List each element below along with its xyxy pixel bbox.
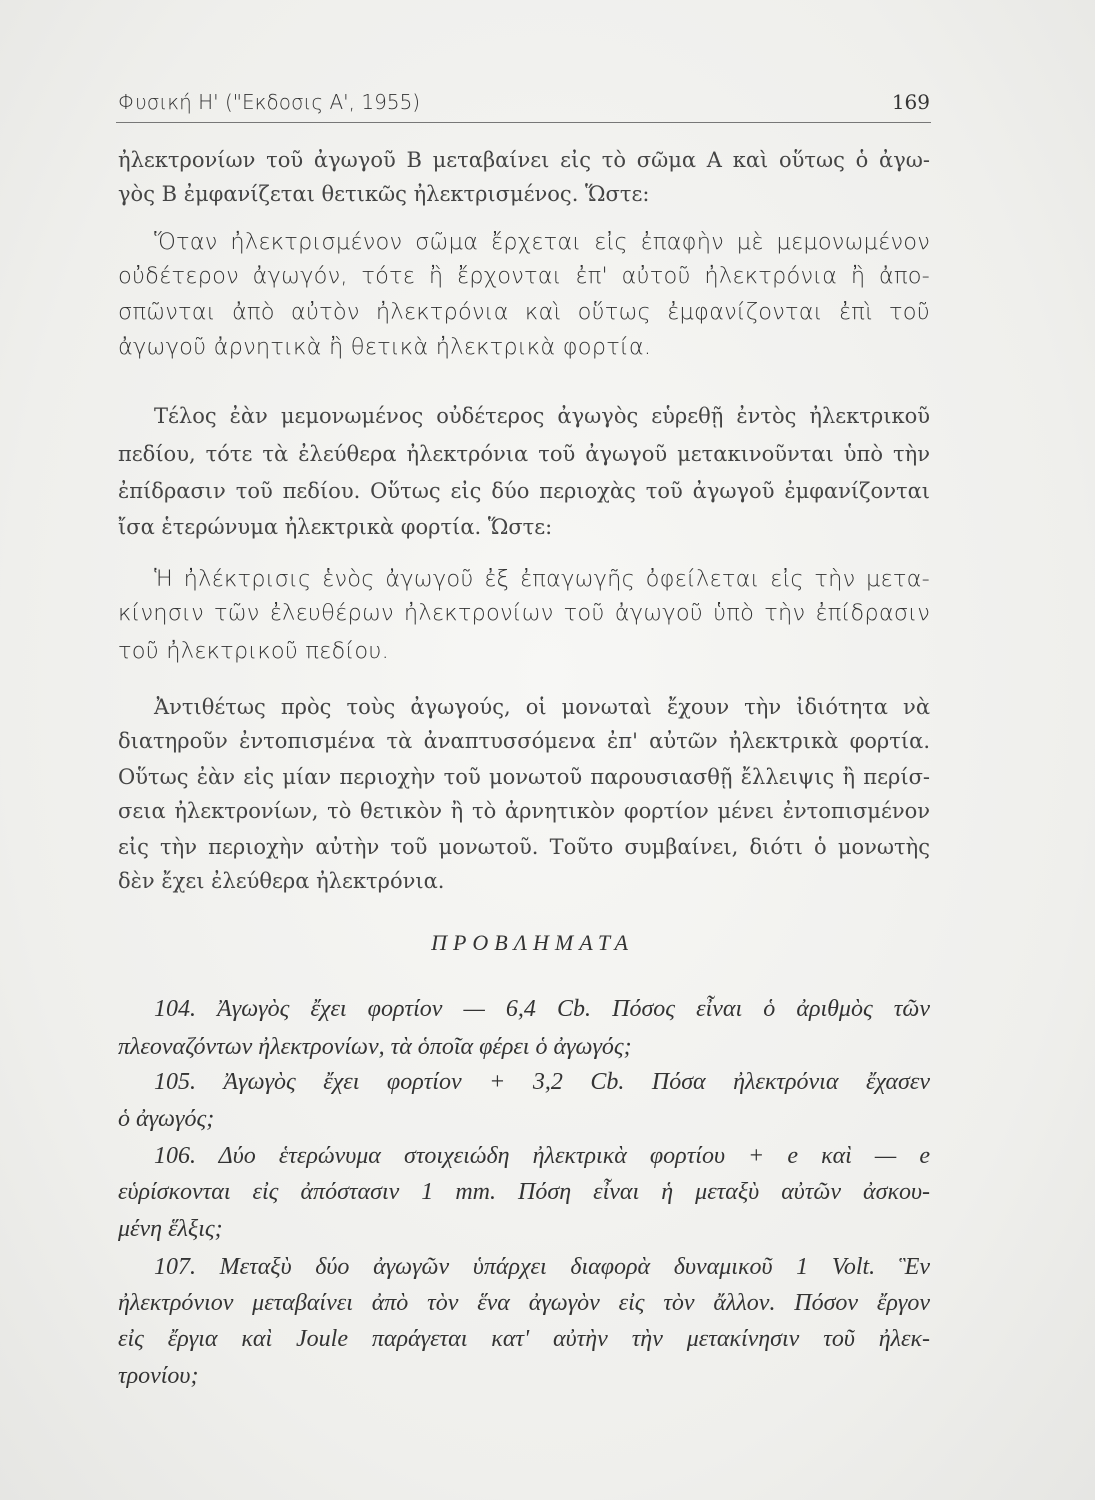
paragraph-line: ἴσα ἑτερώνυμα ἠλεκτρικὰ φορτία. Ὥστε: [118, 515, 553, 539]
page-number: 169 [891, 90, 930, 114]
problem-line: 106. Δύο ἑτερώνυμα στοιχειώδη ἠλεκτρικὰ φορτίου + e καὶ — e [154, 1143, 930, 1169]
paragraph-line: Ὅταν ἠλεκτρισμένον σῶμα ἔρχεται εἰς ἐπαφὴν μὲ μεμονωμένον [154, 229, 930, 255]
running-header-title: Φυσική Η' ("Εκδοσις Α', 1955) [118, 90, 421, 114]
paragraph-line: σεια ἠλεκτρονίων, τὸ θετικὸν ἢ τὸ ἀρνητικὸν φορτίον μένει ἐντοπισμένον [118, 799, 930, 823]
problems-heading: ΠΡΟΒΛΗΜΑΤΑ [431, 930, 634, 955]
paragraph-line: ἠλεκτρονίων τοῦ ἀγωγοῦ Β μεταβαίνει εἰς τὸ σῶμα Α καὶ οὕτως ὁ ἀγω- [118, 148, 930, 172]
paragraph-line: εἰς τὴν περιοχὴν αὐτὴν τοῦ μονωτοῦ. Τοῦτο συμβαίνει, διότι ὁ μονωτὴς [118, 835, 930, 859]
paragraph-line: σπῶνται ἀπὸ αὐτὸν ἠλεκτρόνια καὶ οὕτως ἐμφανίζονται ἐπὶ τοῦ [118, 299, 930, 325]
paragraph-line: δὲν ἔχει ἐλεύθερα ἠλεκτρόνια. [118, 869, 445, 893]
paragraph-line: γὸς Β ἐμφανίζεται θετικῶς ἠλεκτρισμένος. Ὥστε: [118, 182, 650, 206]
paragraph-line: Ἀντιθέτως πρὸς τοὺς ἀγωγούς, οἱ μονωταὶ ἔχουν τὴν ἰδιότητα νὰ [154, 695, 930, 719]
problem-line: τρονίου; [118, 1363, 199, 1389]
paragraph-line: ἐπίδρασιν τοῦ πεδίου. Οὕτως εἰς δύο περιοχὰς τοῦ ἀγωγοῦ ἐμφανίζονται [118, 479, 930, 503]
paragraph-line: τοῦ ἠλεκτρικοῦ πεδίου. [118, 638, 389, 664]
problem-line: πλεοναζόντων ἠλεκτρονίων, τὰ ὁποῖα φέρει ὁ ἀγωγός; [118, 1034, 632, 1060]
paragraph-line: Ἡ ἠλέκτρισις ἑνὸς ἀγωγοῦ ἐξ ἐπαγωγῆς ὀφείλεται εἰς τὴν μετα- [154, 566, 930, 592]
paragraph-line: οὐδέτερον ἀγωγόν, τότε ἢ ἔρχονται ἐπ' αὐτοῦ ἠλεκτρόνια ἢ ἀπο- [118, 263, 930, 289]
problem-line: 105. Ἀγωγὸς ἔχει φορτίον + 3,2 Cb. Πόσα ἠλεκτρόνια ἔχασεν [154, 1069, 930, 1095]
problem-line: 104. Ἀγωγὸς ἔχει φορτίον — 6,4 Cb. Πόσος εἶναι ὁ ἀριθμὸς τῶν [154, 996, 930, 1022]
paragraph-line: πεδίου, τότε τὰ ἐλεύθερα ἠλεκτρόνια τοῦ ἀγωγοῦ μετακινοῦνται ὑπὸ τὴν [118, 442, 930, 466]
header-rule [116, 122, 931, 123]
problem-line: εὑρίσκονται εἰς ἀπόστασιν 1 mm. Πόση εἶναι ἡ μεταξὺ αὐτῶν ἀσκου- [118, 1179, 930, 1205]
problem-line: 107. Μεταξὺ δύο ἀγωγῶν ὑπάρχει διαφορὰ δυναμικοῦ 1 Volt. Ἓν [154, 1254, 930, 1280]
paragraph-line: ἀγωγοῦ ἀρνητικὰ ἢ θετικὰ ἠλεκτρικὰ φορτία. [118, 334, 652, 360]
paragraph-line: κίνησιν τῶν ἐλευθέρων ἠλεκτρονίων τοῦ ἀγωγοῦ ὑπὸ τὴν ἐπίδρασιν [118, 600, 930, 626]
paragraph-line: Τέλος ἐὰν μεμονωμένος οὐδέτερος ἀγωγὸς εὑρεθῇ ἐντὸς ἠλεκτρικοῦ [154, 404, 930, 428]
problem-line: ὁ ἀγωγός; [118, 1106, 215, 1132]
problem-line: εἰς ἔργια καὶ Joule παράγεται κατ' αὐτὴν τὴν μετακίνησιν τοῦ ἠλεκ- [118, 1326, 930, 1352]
paragraph-line: Οὕτως ἐὰν εἰς μίαν περιοχὴν τοῦ μονωτοῦ παρουσιασθῇ ἔλλειψις ἢ περίσ- [118, 765, 930, 789]
paragraph-line: διατηροῦν ἐντοπισμένα τὰ ἀναπτυσσόμενα ἐπ' αὐτῶν ἠλεκτρικὰ φορτία. [118, 729, 930, 753]
problem-line: μένη ἕλξις; [118, 1216, 223, 1242]
problem-line: ἠλεκτρόνιον μεταβαίνει ἀπὸ τὸν ἕνα ἀγωγὸν εἰς τὸν ἄλλον. Πόσον ἔργον [118, 1290, 930, 1316]
